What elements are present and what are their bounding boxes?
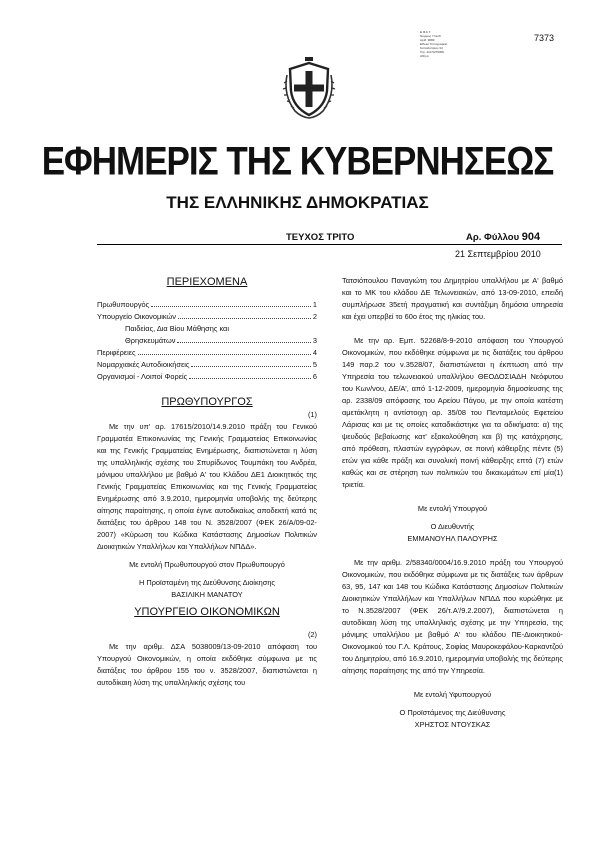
- gazette-subtitle: ΤΗΣ ΕΛΛΗΝΙΚΗΣ ΔΗΜΟΚΡΑΤΙΑΣ: [166, 193, 429, 212]
- section-heading-finance: ΥΠΟΥΡΓΕΙΟ ΟΙΚΟΝΟΜΙΚΩΝ: [134, 606, 280, 618]
- decision-text: Τατσιόπουλου Παναγιώτη του Δημητρίου υπαλλήλου με Α' βαθμό και το ΜΚ του κλάδου ΔΕ Τελωνειακών, από 13-09-2010, επειδή συμπλήρωσε 35ετή πραγματική και συντάξιμη δημόσια υπηρεσία και έχει υπερβεί το 60ο έτος της ηλικίας του.: [342, 276, 563, 321]
- decision-text: Με την υπ' αρ. 17615/2010/14.9.2010 πράξη του Γενικού Γραμματέα Επικοινωνίας της Γενικής Γραμματείας Επικοινωνίας και της Γενικής Γραμματείας Ενημέρωσης, διαπιστώνεται η λύση της υπαλληλικής σχέσης του Σπυρίδωνος Τουμπάκη του Ανδρέα, μόνιμου υπαλλήλου με βαθμό Α' του Κλάδου ΔΕ1 Διοικητικός της Γενικής Γραμματείας Επικοινωνίας και της Γενικής Γραμματείας Ενημέρωσης από 3.9.2010, ημερομηνία υποβολής της δεύτερης αίτησης παραίτησης, η οποία έγινε αυτοδικαίως αποδεκτή κατά τις διατάξεις του άρθρου 148 του Ν. 3528/2007 (ΦΕΚ 26/Α/09-02-2007) «Κύρωση του Κώδικα Κατάστασης Δημοσίων Πολιτικών Διοικητικών Υπαλλήλων και Υπαλλήλων ΝΠΔΔ».: [97, 422, 317, 551]
- gazette-title: ΕΦΗΜΕΡΙΣ ΤΗΣ ΚΥΒΕΡΝΗΣΕΩΣ: [41, 139, 554, 184]
- section-heading-prime-minister: ΠΡΩΘΥΠΟΥΡΓΟΣ: [161, 396, 253, 408]
- decision-number: (1): [307, 410, 317, 419]
- printer-mark-line: Αριθ. 9089: [420, 38, 435, 42]
- right-column: [342, 275, 563, 731]
- decision-number: (2): [307, 630, 317, 639]
- signature-order: Με εντολή Υπουργού: [417, 504, 488, 513]
- greek-coat-of-arms-icon: [281, 55, 337, 121]
- decision-text: Με την αριθμ. 2/58340/0004/16.9.2010 πράξη του Υπουργού Οικονομικών, που εκδόθηκε σύμφωνα με τις διατάξεις των άρθρων 63, 95, 147 και 148 του Κώδικα Κατάστασης Δημοσίων Πολιτικών Διοικητικών Υπαλλήλων και Υπαλλήλων ΝΠΔΔ που κυρώθηκε με το Ν.3528/2007 (ΦΕΚ 26/τ.Α'/9.2.2007), διαπιστώνεται η αυτοδίκαιη λύση της υπαλληλικής σχέσης με την Υπηρεσία, της μόνιμης υπαλλήλου με βαθμό Α' του κλάδου ΠΕ-Διοικητικού-Οικονομικού του Γ.Λ. Κράτους, Σοφίας Μαυροκεφάλου-Καρκαντζού του Δημητρίου, από 16.9.2010, ημερομηνία υποβολής της δεύτερης αίτησης παραίτησης της από την Υπηρεσία.: [342, 558, 563, 675]
- toc-item[interactable]: Νομαρχιακές Αυτοδιοικήσεις 5: [97, 360, 317, 369]
- toc-item[interactable]: Υπουργείο Οικονομικών 2: [97, 312, 317, 321]
- toc-item[interactable]: Οργανισμοί - Λοιποί Φορείς 6: [97, 372, 317, 381]
- issue-number-value: 904: [521, 231, 541, 243]
- printer-mark-line: Εθνικό Τυπογραφείο: [420, 42, 448, 46]
- signer-title: Η Προϊσταμένη της Διεύθυνσης Διοίκησης: [139, 578, 275, 587]
- toc-heading: ΠΕΡΙΕΧΟΜΕΝΑ: [166, 276, 248, 288]
- signer-title: Ο Προϊστάμενος της Διεύθυνσης: [399, 708, 506, 717]
- signature-order: Με εντολή Πρωθυπουργού στον Πρωθυπουργό: [129, 560, 285, 569]
- printer-mark-line: Αθήνα: [420, 54, 429, 58]
- printer-mark-line: Καποδιστρίου 34: [420, 46, 443, 50]
- signer-name: ΕΜΜΑΝΟΥΗΛ ΠΑΛΟΥΡΗΣ: [407, 534, 498, 543]
- toc-item[interactable]: Παιδείας, Δια Βίου Μάθησης και: [125, 324, 229, 333]
- decision-text: Με την αρ. Εμπ. 52268/8-9-2010 απόφαση του Υπουργού Οικονομικών, που εκδόθηκε σύμφωνα με τις διατάξεις του άρθρου 149 παρ.2 του ν.3528/07, διαπιστώνεται η έκπτωση από την Υπηρεσία του τελωνειακού υπαλλήλου ΘΕΟΔΟΣΙΑΔΗ Νεόφυτου του Κων/νου, ΔΕ/Α', από 1-12-2009, ημερομηνία δημοσίευσης της αρ. 2338/09 απόφασης του Αρείου Πάγου, με την οποία κατέστη αμετάκλητη η αντίστοιχη αρ. 35/08 του Πενταμελούς Εφετείου Λάρισας και με τις οποίες καταδικάστηκε για τα αδικήματα: α) της ψευδούς βεβαίωσης κατ' εξακολούθηση και β) της κατάχρησης, από πρόθεση, πλαστών εγγράφων, σε ποινή κάθειρξης πέντε (5) ετών για κάθε πράξη και συνολική ποινή κάθειρξης επτά (7) ετών καθώς και σε στέρηση των πολιτικών του δικαιωμάτων επί μία(1) τριετία.: [342, 336, 563, 489]
- issue-series: ΤΕΥΧΟΣ ΤΡΙΤΟ: [286, 232, 355, 243]
- left-column: [97, 275, 317, 689]
- issue-number: [466, 231, 540, 243]
- issue-label: Αρ. Φύλλου: [466, 232, 520, 243]
- printer-mark: [420, 30, 475, 58]
- decision-text: Με την αριθμ. ΔΣΑ 5038009/13-09-2010 απόφαση του Υπουργού Οικονομικών, η οποία εκδόθηκε σύμφωνα με τις διατάξεις του άρθρου 155 του ν. 3528/2007, διαπιστώνεται η αυτοδίκαιη λύση της υπαλληλικής σχέσης του: [97, 642, 317, 687]
- toc-item[interactable]: Θρησκευμάτων 3: [125, 336, 317, 345]
- header-rule: [97, 244, 562, 245]
- printer-mark-line: Ε.Φ.Κ.Γ.: [420, 30, 432, 34]
- signer-name: ΒΑΣΙΛΙΚΗ ΜΑΝΑΤΟΥ: [171, 590, 243, 599]
- page-number: 7373: [534, 33, 555, 43]
- signature-order: Με εντολή Υφυπουργού: [413, 690, 492, 699]
- issue-date: 21 Σεπτεμβρίου 2010: [455, 249, 541, 259]
- printer-mark-line: Τηλ. 210 5279000: [420, 50, 444, 54]
- toc-item[interactable]: Πρωθυπουργός 1: [97, 300, 317, 309]
- signer-name: ΧΡΗΣΤΟΣ ΝΤΟΥΣΚΑΣ: [414, 720, 491, 729]
- signer-title: Ο Διευθυντής: [430, 522, 475, 531]
- toc-item[interactable]: Περιφέρειες 4: [97, 348, 317, 357]
- printer-mark-line: Νόμιμος Υπεύθ.: [420, 34, 442, 38]
- table-of-contents: [97, 299, 317, 383]
